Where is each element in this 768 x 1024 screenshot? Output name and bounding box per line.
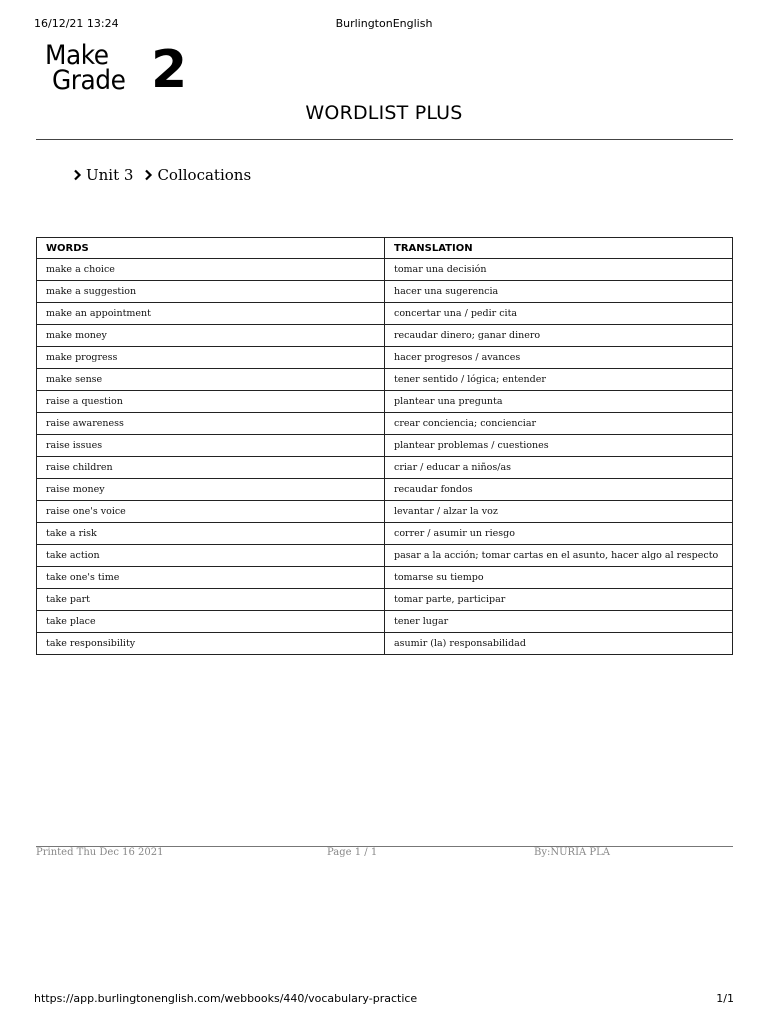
word-cell: make sense [37, 369, 385, 391]
translation-cell: crear conciencia; concienciar [385, 413, 733, 435]
translation-cell: plantear problemas / cuestiones [385, 435, 733, 457]
word-cell: take part [37, 589, 385, 611]
translation-cell: asumir (la) responsabilidad [385, 633, 733, 655]
word-cell: take one's time [37, 567, 385, 589]
translation-cell: tener sentido / lógica; entender [385, 369, 733, 391]
word-cell: take action [37, 545, 385, 567]
column-header-translation: TRANSLATION [385, 238, 733, 259]
word-cell: raise children [37, 457, 385, 479]
translation-cell: tomar una decisión [385, 259, 733, 281]
word-cell: make a choice [37, 259, 385, 281]
table-row [37, 479, 733, 501]
print-url: https://app.burlingtonenglish.com/webbooks/440/vocabulary-practice [34, 992, 418, 1005]
table-row [37, 435, 733, 457]
table-row [37, 391, 733, 413]
translation-cell: tomar parte, participar [385, 589, 733, 611]
page-indicator: Page 1 / 1 [327, 847, 378, 858]
word-cell: raise one's voice [37, 501, 385, 523]
breadcrumb [72, 166, 261, 184]
table-row [37, 545, 733, 567]
wordlist-body [37, 259, 733, 655]
translation-cell: hacer progresos / avances [385, 347, 733, 369]
translation-cell: criar / educar a niños/as [385, 457, 733, 479]
logo-number: 2 [151, 40, 188, 100]
breadcrumb-item-section[interactable] [143, 166, 251, 184]
column-header-words: WORDS [37, 238, 385, 259]
table-row [37, 457, 733, 479]
title-divider [36, 139, 733, 140]
chevron-right-icon [143, 169, 153, 181]
wordlist-table [36, 237, 733, 655]
table-row [37, 589, 733, 611]
translation-cell: recaudar fondos [385, 479, 733, 501]
translation-cell: tomarse su tiempo [385, 567, 733, 589]
page-title: WORDLIST PLUS [305, 102, 463, 124]
word-cell: raise money [37, 479, 385, 501]
table-header-row [37, 238, 733, 259]
chevron-right-icon [72, 169, 82, 181]
word-cell: take place [37, 611, 385, 633]
word-cell: make money [37, 325, 385, 347]
translation-cell: recaudar dinero; ganar dinero [385, 325, 733, 347]
table-row [37, 633, 733, 655]
table-row [37, 413, 733, 435]
table-row [37, 523, 733, 545]
word-cell: raise awareness [37, 413, 385, 435]
translation-cell: concertar una / pedir cita [385, 303, 733, 325]
word-cell: make progress [37, 347, 385, 369]
printed-date: Printed Thu Dec 16 2021 [36, 847, 164, 858]
translation-cell: tener lugar [385, 611, 733, 633]
breadcrumb-item-unit[interactable] [72, 166, 133, 184]
translation-cell: pasar a la acción; tomar cartas en el asunto, hacer algo al respecto [385, 545, 733, 567]
table-row [37, 325, 733, 347]
word-cell: make a suggestion [37, 281, 385, 303]
word-cell: raise a question [37, 391, 385, 413]
word-cell: raise issues [37, 435, 385, 457]
table-row [37, 567, 733, 589]
word-cell: take responsibility [37, 633, 385, 655]
table-row [37, 347, 733, 369]
word-cell: take a risk [37, 523, 385, 545]
printed-by: By:NURIA PLA [534, 847, 611, 858]
breadcrumb-label-section: Collocations [157, 166, 252, 184]
word-cell: make an appointment [37, 303, 385, 325]
translation-cell: plantear una pregunta [385, 391, 733, 413]
make-grade-logo [44, 40, 189, 100]
logo-line-2: Grade [52, 65, 126, 96]
print-site-title: BurlingtonEnglish [335, 17, 433, 30]
print-datetime: 16/12/21 13:24 [34, 17, 119, 30]
table-row [37, 501, 733, 523]
translation-cell: levantar / alzar la voz [385, 501, 733, 523]
table-row [37, 303, 733, 325]
table-row [37, 611, 733, 633]
translation-cell: correr / asumir un riesgo [385, 523, 733, 545]
table-row [37, 281, 733, 303]
table-row [37, 259, 733, 281]
logo-line-1: Make [45, 40, 109, 71]
breadcrumb-label-unit: Unit 3 [86, 166, 134, 184]
translation-cell: hacer una sugerencia [385, 281, 733, 303]
print-page-count: 1/1 [716, 992, 734, 1005]
table-row [37, 369, 733, 391]
